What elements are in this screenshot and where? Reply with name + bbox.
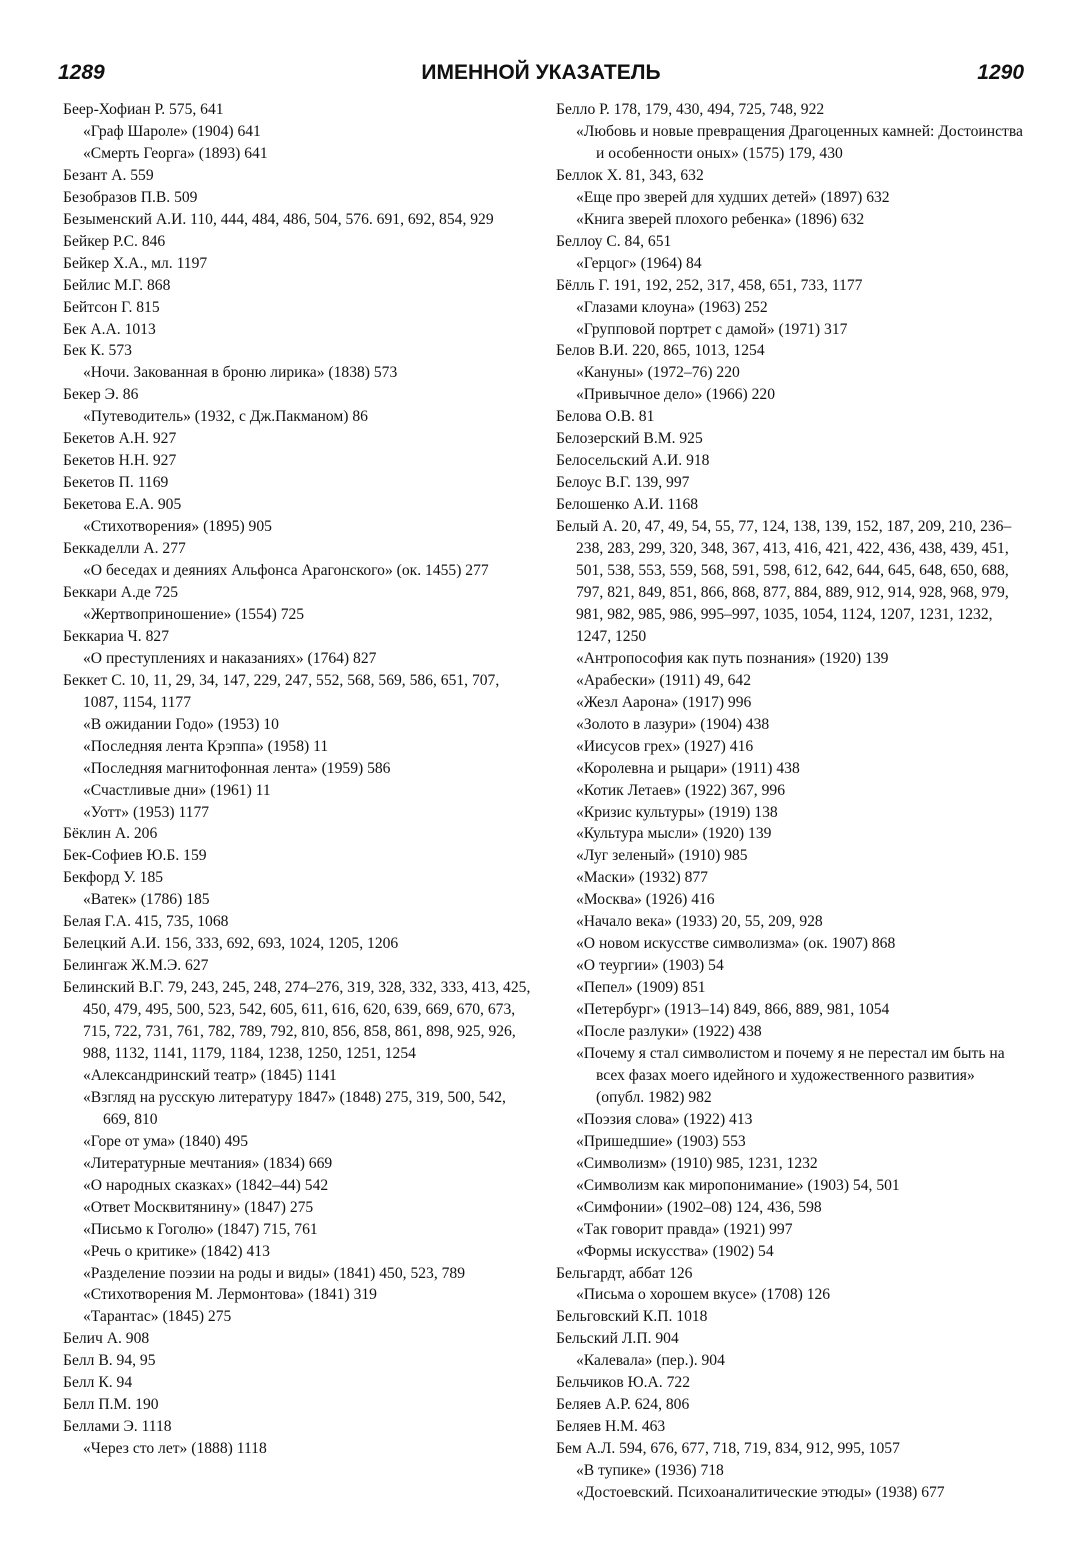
index-work-title: «Иисусов грех» (1927) 416: [576, 737, 754, 755]
index-work-title: «Последняя магнитофонная лента» (1959) 586: [83, 759, 391, 777]
index-work-title: «После разлуки» (1922) 438: [576, 1023, 762, 1041]
index-entry: Белл К. 94: [63, 1374, 133, 1392]
index-work-title: «Через сто лет» (1888) 1118: [83, 1440, 267, 1458]
index-work-title: «Антропософия как путь познания» (1920) 139: [576, 649, 889, 667]
index-entry: Беккари А.де 725: [63, 583, 179, 601]
index-work-title: «Письма о хорошем вкусе» (1708) 126: [576, 1286, 831, 1304]
index-work-title: «Взгляд на русскую литературу 1847» (1848) 275, 319, 500, 542, 669, 810: [83, 1088, 506, 1128]
index-work-title: «В ожидании Годо» (1953) 10: [83, 715, 279, 733]
index-work-title: «Золото в лазури» (1904) 438: [576, 715, 770, 733]
index-entry: Бейкер Р.С. 846: [63, 232, 166, 250]
index-work-title: «Петербург» (1913–14) 849, 866, 889, 981, 1054: [576, 1001, 890, 1019]
index-work-title: «Счастливые дни» (1961) 11: [83, 781, 271, 799]
index-entry: Беляев Н.М. 463: [556, 1418, 666, 1436]
index-work-title: «Жезл Аарона» (1917) 996: [576, 693, 752, 711]
index-entry: Белич А. 908: [63, 1330, 150, 1348]
index-work-title: «Арабески» (1911) 49, 642: [576, 671, 752, 689]
index-entry: Белая Г.А. 415, 735, 1068: [63, 913, 229, 931]
index-entry: Бекетов П. 1169: [63, 474, 169, 492]
index-work-title: «Письмо к Гоголю» (1847) 715, 761: [83, 1220, 318, 1238]
index-work-title: «Москва» (1926) 416: [576, 891, 715, 909]
index-work-title: «Горе от ума» (1840) 495: [83, 1132, 248, 1150]
index-work-title: «Пепел» (1909) 851: [576, 979, 706, 997]
index-entry: Бек К. 573: [63, 342, 132, 360]
index-entry: Бельский Л.П. 904: [556, 1330, 679, 1348]
index-work-title: «Граф Шароле» (1904) 641: [83, 122, 261, 140]
index-work-title: «Тарантас» (1845) 275: [83, 1308, 232, 1326]
index-work-title: «Групповой портрет с дамой» (1971) 317: [576, 320, 848, 338]
index-work-title: «Королевна и рыцари» (1911) 438: [576, 759, 800, 777]
index-entry: Безант А. 559: [63, 166, 154, 184]
index-work-title: «Путеводитель» (1932, с Дж.Пакманом) 86: [83, 408, 368, 426]
page-header: [58, 58, 1024, 92]
index-entry: Беллок Х. 81, 343, 632: [556, 166, 704, 184]
index-work-title: «Луг зеленый» (1910) 985: [576, 847, 748, 865]
index-entry: Белозерский В.М. 925: [556, 430, 703, 448]
index-work-title: «Любовь и новые превращения Драгоценных камней: Достоинства и особенности оных» (1575) 179, 430: [576, 122, 1023, 162]
index-entry: Белошенко А.И. 1168: [556, 496, 699, 514]
index-work-title: «Жертвоприношение» (1554) 725: [83, 605, 305, 623]
index-entry: Беккаделли А. 277: [63, 540, 186, 558]
index-work-title: «Глазами клоуна» (1963) 252: [576, 298, 768, 316]
index-work-title: «Стихотворения М. Лермонтова» (1841) 319: [83, 1286, 377, 1304]
index-work-title: «Достоевский. Психоаналитические этюды» (1938) 677: [576, 1484, 945, 1502]
index-entry: Бекетова Е.А. 905: [63, 496, 182, 514]
index-entry: Бекфорд У. 185: [63, 869, 164, 887]
index-column-left: [63, 99, 533, 1460]
index-entry: Бейтсон Г. 815: [63, 298, 160, 316]
index-entry: Белл П.М. 190: [63, 1396, 159, 1414]
index-entry: Белый А. 20, 47, 49, 54, 55, 77, 124, 138, 139, 152, 187, 209, 210, 236–238, 283, 299, 320, 348, 367, 413, 416, 421, 422, 436, 438, 439, 451, 501, 538, 553, 559, 568, 591, 598, 612, 642, 644, 645, 648, 650, 688, 797, 821, 849, 851, 866, 868, 877, 884, 889, 912, 914, 928, 968, 979, 981, 982, 985, 986, 995–997, 1035, 1054, 1124, 1207, 1231, 1232, 1247, 1250: [556, 518, 1012, 645]
index-work-title: «Почему я стал символистом и почему я не перестал им быть на всех фазах моего идейного и художественного развития» (опубл. 1982) 982: [576, 1044, 1005, 1106]
index-entry: Белоус В.Г. 139, 997: [556, 474, 690, 492]
running-title: ИМЕННОЙ УКАЗАТЕЛЬ: [421, 61, 661, 84]
index-work-title: «О теургии» (1903) 54: [576, 957, 724, 975]
index-entry: Бек А.А. 1013: [63, 320, 156, 338]
page-number-left: 1289: [58, 61, 105, 84]
index-entry: Бёлль Г. 191, 192, 252, 317, 458, 651, 733, 1177: [556, 276, 863, 294]
index-entry: Белова О.В. 81: [556, 408, 655, 426]
index-work-title: «Уотт» (1953) 1177: [83, 803, 210, 821]
index-work-title: «В тупике» (1936) 718: [576, 1462, 724, 1480]
index-entry: Беллами Э. 1118: [63, 1418, 172, 1436]
index-entry: Белло Р. 178, 179, 430, 494, 725, 748, 922: [556, 101, 825, 118]
index-work-title: «Котик Летаев» (1922) 367, 996: [576, 781, 785, 799]
index-work-title: «Формы искусства» (1902) 54: [576, 1242, 774, 1260]
index-work-title: «Ответ Москвитянину» (1847) 275: [83, 1198, 314, 1216]
index-entry: Бем А.Л. 594, 676, 677, 718, 719, 834, 912, 995, 1057: [556, 1440, 900, 1458]
index-entry: Бекетов Н.Н. 927: [63, 452, 177, 470]
index-work-title: «Смерть Георга» (1893) 641: [83, 144, 268, 162]
index-entry: Беер-Хофиан Р. 575, 641: [63, 101, 224, 118]
index-work-title: «Символизм» (1910) 985, 1231, 1232: [576, 1154, 818, 1172]
index-work-title: «Ватек» (1786) 185: [83, 891, 210, 909]
index-entry: Бекетов А.Н. 927: [63, 430, 177, 448]
index-entry: Бельчиков Ю.А. 722: [556, 1374, 690, 1392]
index-work-title: «Литературные мечтания» (1834) 669: [83, 1154, 333, 1172]
index-work-title: «Симфонии» (1902–08) 124, 436, 598: [576, 1198, 822, 1216]
index-work-title: «Символизм как миропонимание» (1903) 54, 501: [576, 1176, 900, 1194]
index-work-title: «Речь о критике» (1842) 413: [83, 1242, 270, 1260]
index-column-right: [556, 99, 1026, 1504]
index-work-title: «Культура мысли» (1920) 139: [576, 825, 772, 843]
index-work-title: «О народных сказках» (1842–44) 542: [83, 1176, 329, 1194]
index-work-title: «Герцог» (1964) 84: [576, 254, 702, 272]
index-work-title: «Начало века» (1933) 20, 55, 209, 928: [576, 913, 823, 931]
index-entry: Бельгардт, аббат 126: [556, 1264, 693, 1282]
index-entry: Белосельский А.И. 918: [556, 452, 710, 470]
index-entry: Белингаж Ж.М.Э. 627: [63, 957, 209, 975]
index-entry: Белов В.И. 220, 865, 1013, 1254: [556, 342, 765, 360]
index-work-title: «Пришедшие» (1903) 553: [576, 1132, 746, 1150]
index-entry: Бекер Э. 86: [63, 386, 139, 404]
index-work-title: «Последняя лента Крэппа» (1958) 11: [83, 737, 329, 755]
index-work-title: «Маски» (1932) 877: [576, 869, 708, 887]
index-entry: Беккариа Ч. 827: [63, 627, 169, 645]
index-work-title: «Еще про зверей для худших детей» (1897) 632: [576, 188, 890, 206]
index-entry: Беляев А.Р. 624, 806: [556, 1396, 690, 1414]
index-work-title: «Так говорит правда» (1921) 997: [576, 1220, 793, 1238]
index-entry: Бейлис М.Г. 868: [63, 276, 171, 294]
index-work-title: «Привычное дело» (1966) 220: [576, 386, 776, 404]
index-work-title: «Ночи. Закованная в броню лирика» (1838) 573: [83, 364, 398, 382]
index-work-title: «Разделение поэзии на роды и виды» (1841) 450, 523, 789: [83, 1264, 466, 1282]
index-entry: Бек-Софиев Ю.Б. 159: [63, 847, 207, 865]
index-work-title: «Александринский театр» (1845) 1141: [83, 1066, 337, 1084]
index-work-title: «Кануны» (1972–76) 220: [576, 364, 740, 382]
index-entry: Белинский В.Г. 79, 243, 245, 248, 274–276, 319, 328, 332, 333, 413, 425, 450, 479, 495, 500, 523, 542, 605, 611, 616, 620, 639, 669, 670, 673, 715, 722, 731, 761, 782, 789, 792, 810, 856, 858, 861, 898, 925, 926, 988, 1132, 1141, 1179, 1184, 1238, 1250, 1251, 1254: [63, 979, 531, 1062]
index-entry: Белл В. 94, 95: [63, 1352, 156, 1370]
index-work-title: «Поэзия слова» (1922) 413: [576, 1110, 753, 1128]
index-entry: Бёклин А. 206: [63, 825, 158, 843]
index-entry: Безобразов П.В. 509: [63, 188, 198, 206]
index-work-title: «Книга зверей плохого ребенка» (1896) 632: [576, 210, 865, 228]
index-entry: Белецкий А.И. 156, 333, 692, 693, 1024, 1205, 1206: [63, 935, 399, 953]
index-work-title: «О новом искусстве символизма» (ок. 1907) 868: [576, 935, 896, 953]
index-work-title: «О преступлениях и наказаниях» (1764) 827: [83, 649, 377, 667]
index-work-title: «Кризис культуры» (1919) 138: [576, 803, 778, 821]
index-entry: Безыменский А.И. 110, 444, 484, 486, 504, 576. 691, 692, 854, 929: [63, 210, 494, 228]
index-work-title: «Калевала» (пер.). 904: [576, 1352, 725, 1370]
index-entry: Бейкер Х.А., мл. 1197: [63, 254, 208, 272]
index-work-title: «Стихотворения» (1895) 905: [83, 518, 272, 536]
page-number-right: 1290: [977, 61, 1024, 84]
index-entry: Беллоу С. 84, 651: [556, 232, 672, 250]
index-entry: Беккет С. 10, 11, 29, 34, 147, 229, 247, 552, 568, 569, 586, 651, 707, 1087, 1154, 1177: [63, 671, 500, 711]
index-entry: Бельговский К.П. 1018: [556, 1308, 708, 1326]
index-work-title: «О беседах и деяниях Альфонса Арагонского» (ок. 1455) 277: [83, 562, 489, 580]
